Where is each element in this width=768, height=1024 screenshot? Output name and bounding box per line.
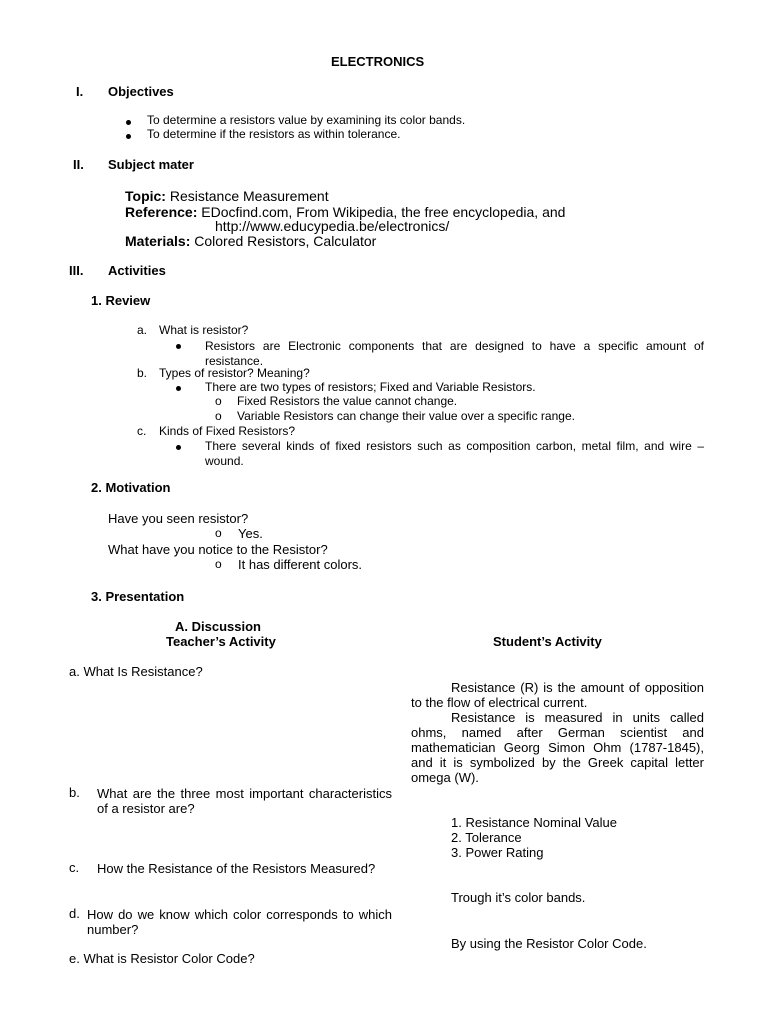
reference-url: http://www.educypedia.be/electronics/ xyxy=(215,218,450,234)
bullet-icon xyxy=(176,344,181,349)
subsection-heading: 2. Motivation xyxy=(91,480,171,495)
topic-label: Topic: xyxy=(125,188,166,204)
student-answer-item: 3. Power Rating xyxy=(451,845,544,860)
subsection-heading: 1. Review xyxy=(91,293,151,308)
list-label: d. xyxy=(69,906,80,921)
review-question: Kinds of Fixed Resistors? xyxy=(159,424,296,438)
section-number: I. xyxy=(76,84,84,99)
teacher-question: a. What Is Resistance? xyxy=(69,664,203,679)
teacher-question: How the Resistance of the Resistors Measured? xyxy=(97,861,376,876)
motivation-question: What have you notice to the Resistor? xyxy=(108,542,328,557)
review-sub-answer: Fixed Resistors the value cannot change. xyxy=(237,394,458,408)
list-label: c. xyxy=(69,860,80,875)
teacher-question: How do we know which color corresponds to which number? xyxy=(87,907,392,937)
review-question: Types of resistor? Meaning? xyxy=(159,366,310,380)
sub-bullet-icon: o xyxy=(215,526,222,540)
motivation-answer: It has different colors. xyxy=(238,557,363,572)
student-answer: Resistance is measured in units called ohms, named after German scientist and mathematician Georg Simon Ohm (1787-1845), and it is symbolized by the Greek capital letter omega (W). xyxy=(411,710,704,785)
page-title: ELECTRONICS xyxy=(331,54,425,69)
bullet-icon xyxy=(176,445,181,450)
list-label: b. xyxy=(69,785,80,800)
review-question: What is resistor? xyxy=(159,323,249,337)
topic-value: Resistance Measurement xyxy=(169,188,329,204)
section-heading: Subject mater xyxy=(108,157,194,172)
bullet-icon xyxy=(176,386,181,391)
teacher-question: What are the three most important characteristics of a resistor are? xyxy=(97,786,392,816)
section-heading: Objectives xyxy=(108,84,174,99)
section-heading: Activities xyxy=(108,263,166,278)
bullet-icon xyxy=(126,134,131,139)
subsection-heading: 3. Presentation xyxy=(91,589,185,604)
student-answer-item: 1. Resistance Nominal Value xyxy=(451,815,617,830)
review-answer: There are two types of resistors; Fixed and Variable Resistors. xyxy=(205,380,536,394)
list-label: b. xyxy=(137,366,148,380)
review-answer: There several kinds of fixed resistors such as composition carbon, metal film, and wire – wound. xyxy=(205,439,704,468)
list-label: c. xyxy=(137,424,147,438)
sub-bullet-icon: o xyxy=(215,394,222,408)
section-number: II. xyxy=(73,157,84,172)
teacher-question: e. What is Resistor Color Code? xyxy=(69,951,255,966)
materials-line xyxy=(125,233,376,249)
sub-bullet-icon: o xyxy=(215,409,222,423)
student-answer-item: 2. Tolerance xyxy=(451,830,522,845)
review-sub-answer: Variable Resistors can change their value over a specific range. xyxy=(237,409,575,423)
student-answer: Trough it’s color bands. xyxy=(451,890,586,905)
objective-item: To determine a resistors value by examining its color bands. xyxy=(147,113,466,127)
reference-label: Reference: xyxy=(125,204,198,220)
discussion-heading: A. Discussion xyxy=(175,619,261,634)
motivation-question: Have you seen resistor? xyxy=(108,511,249,526)
materials-label: Materials: xyxy=(125,233,191,249)
teacher-activity-heading: Teacher’s Activity xyxy=(166,634,276,649)
bullet-icon xyxy=(126,120,131,125)
objective-item: To determine if the resistors as within tolerance. xyxy=(147,127,401,141)
topic-line xyxy=(125,188,329,204)
reference-value: EDocfind.com, From Wikipedia, the free encyclopedia, and xyxy=(201,204,566,220)
materials-value: Colored Resistors, Calculator xyxy=(194,233,377,249)
review-answer: Resistors are Electronic components that are designed to have a specific amount of resistance. xyxy=(205,339,704,368)
section-number: III. xyxy=(69,263,84,278)
student-activity-heading: Student’s Activity xyxy=(493,634,602,649)
sub-bullet-icon: o xyxy=(215,557,222,571)
list-label: a. xyxy=(137,323,148,337)
student-answer: Resistance (R) is the amount of opposition to the flow of electrical current. xyxy=(411,680,704,710)
student-answer: By using the Resistor Color Code. xyxy=(451,936,647,951)
motivation-answer: Yes. xyxy=(238,526,263,541)
